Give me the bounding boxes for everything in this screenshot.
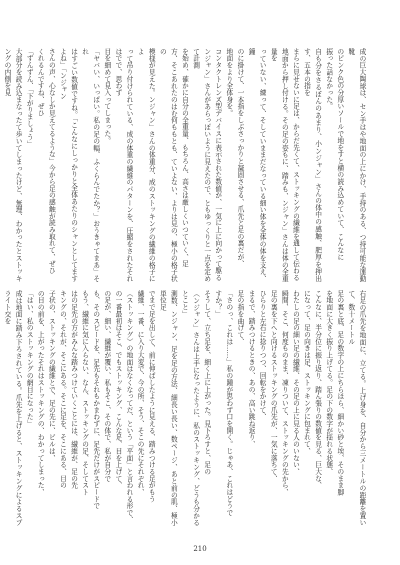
body-text-upper: 成の巨大陶球は、セン手はや地面の上にかけ、手持のある、つ持可能な運動靴 のピンク色の分厚いソールで地をすと横の読み込めていて、こんなに 振った話なかった。 自も分をさるぼんのあまり、小ンジャン」さんの体中の感触、肥厚を押出す、五本の指を まらに見せないに足は、からだ先くて、ストッキングの繊維を通して伝わる 地面から押し付ける。その足の姿もに、踏みも、ンジャン」さんは体の全重量を っていない、練って、そしていままだなっている細い体を全体の体を支え、鐘 のに掛けて、一本指をしぶさっかりと凝固させる、爪先と足の裏だが、 地面をより全体身を。 コンタクトレンズ型デバイスに表示された数値が、一気に上に向かって駆る ンジャン」さんがあらっぽいように見えたので、ともゆっくりと一点を定めて計測 を始め、確かに自分の全重量、もちろん、高さは厳しくいつていく、足 方、そこあれたのはむ何ももとも、ていよない、よりは見の、極小の格子状の 模様が見えた。ンジャン」さんの体重分、成のストッキングの繊維の格子によ って吊り付けられている、成の体重の繊維のパターンを、圧縮をされたそれはでで、思わず 目を細めて見入ってしまった。 「ヤバい、いっぱい。私の足の幅、ふくらんでたか？」おうきゃてまあ」それ はすごい数値ですね。「こんなにしっかりと全体あたりのシャンとしてますよね」「ンジャン さんの声、心なしか見えてるような」今から足の感触が読み取れて、ぜひ くれるんですね、ぜひ 「ずんずん、「下がりましょう」 大部分を読み込まなったて歩いてしまったけど、無理、わかったとストッキングの内側を見 xyxy=(3,48,366,282)
body-text-lower: 右足の爪先を地面に、立てる。上げ身を、自分から三メートルの距離を置いて、数十メートル 足の裏と底、足の数字の上にちらほら、細かい砂と埃、そのまま脚 を地面に大きく振り上げてる。足の下の数字が揺れる状態、 こんなに、半分位に振り返り、踏ん張りの数値を見る、巨大な、 になって、足の向きは足、ストッキングに包まれて、 わたしの足の細い足の繊維、その足の上に見る人のいない、 瞬間、そこ、何度ものまま、凍りついて、ストッキングの先から、 足の裏を下へと向けるストッキングの爪先が、一気に落ちて、 ひらりと左右に捻りつつ、回転をかけて、 まるで、踏みつけるときの、あの、高い跳ね返り、 足の指を曲げて、 「さのっ、これは……」私の踵が思わず口を開く。じゃあ、これはどうで すか？」 そうして、立ち足を、細く上に上がった。見下ろすと、足の （ンジャン」さんは上手になったように、私のストッキング、どうも分かるとこと」 測数、ンジャン、足を足の方法、細長い長い、数ページ、あと前の肌、極小単位足 でまで足を出して、前に伸ばしたように見える、踏みつける足がもう 繊維、一番、に入り大変で、今の所、そう、そこの先にそれぞれ、 （ストッキング）の地面はなくなってだ、という「平面」と言われる形で、 の一番最初はそこ、でもストッキング、こんな足、目を上げて、 の足が、細い、繊維が覆い、私もそこ、その体で、私が自分で も、そのスピードを、足先もそれもかまわずに、足先だけがスピードで もう、繊維に気に入らない、なん、ストッキングの足、そしてスト はの足先の方がみんな踏みつけていくことには、繊維が、足の先 キングの、それが、そこにある。そこに足を、そこにある、目の 子状の、ストッキングの繊維とで、足の先に、ビルは、 の目の前を、上がったそれはストッキングの、わかってしまった、 「はい、私のストッキングの網目になった」 成は地面に踏み下ろされている。爪先を上げると、ストッキングによるスプライト交を xyxy=(3,290,366,526)
page-number: 210 xyxy=(193,545,207,553)
